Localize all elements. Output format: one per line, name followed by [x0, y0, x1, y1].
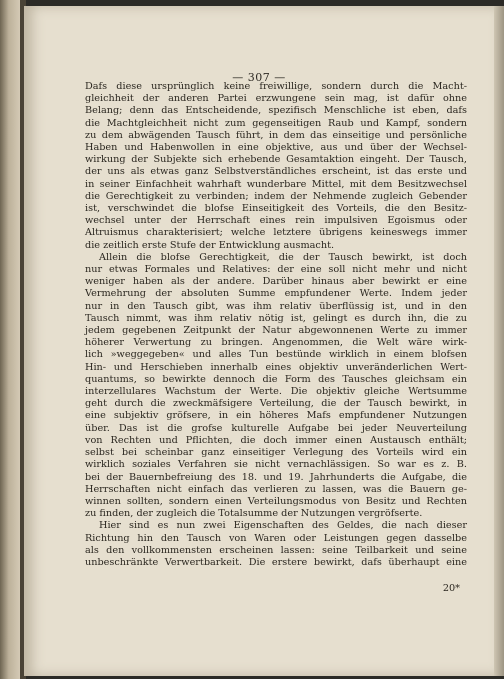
text-line: zu dem abwägenden Tausch führt, in dem das einseitige und persönliche [85, 129, 467, 141]
text-line: als den vollkommensten erscheinen lassen: seine Teilbarkeit und seine [85, 544, 467, 556]
text-line: selbst bei scheinbar ganz einseitiger Verlegung des Vorteils wird ein [85, 447, 467, 459]
text-line: Herrschaften nicht einfach das verlieren zu lassen, was die Bauern ge- [85, 483, 467, 495]
text-line: über. Das ist die grofse kulturelle Aufgabe bei jeder Neuverteilung [85, 422, 467, 434]
text-line: wirklich soziales Verfahren sie nicht vernachlässigen. So war es z. B. [85, 459, 467, 471]
text-line: die Machtgleichheit nicht zum gegenseitigen Raub und Kampf, sondern [85, 117, 467, 129]
text-line: lich »weggegeben« und alles Tun bestünde wirklich in einem blofsen [85, 349, 467, 361]
text-line: in seiner Einfachheit wahrhaft wunderbare Mittel, mit dem Besitzwechsel [85, 178, 467, 190]
text-line: Vermehrung der absoluten Summe empfundener Werte. Indem jeder [85, 288, 467, 300]
text-line: zu finden, der zugleich die Totalsumme der Nutzungen vergröfserte. [85, 508, 423, 520]
text-line: geht durch die zweckmäfsigere Verteilung, die der Tausch bewirkt, in [85, 398, 467, 410]
text-line: unbeschränkte Verwertbarkeit. Die erstere bewirkt, dafs überhaupt eine [85, 556, 467, 568]
page-body-text [85, 81, 467, 569]
text-line: winnen sollten, sondern einen Verteilungsmodus von Besitz und Rechten [85, 495, 467, 507]
text-line: Altruismus charakterisiert; welche letztere übrigens keineswegs immer [85, 227, 467, 239]
text-line: gleichheit der anderen Partei erzwungene sein mag, ist dafür ohne [85, 93, 467, 105]
page-edge-right [494, 6, 504, 676]
text-line: Tausch nimmt, was ihm relativ nötig ist, gelingt es durch ihn, die zu [85, 312, 467, 324]
page-number: — 307 — [232, 71, 286, 84]
text-line: interzellulares Wachstum der Werte. Die objektiv gleiche Wertsumme [85, 386, 467, 398]
text-line: wirkung der Subjekte sich erhebende Gesamtaktion eingeht. Der Tausch, [85, 154, 467, 166]
facing-page-edge [0, 0, 22, 679]
text-line: Hin- und Herschieben innerhalb eines objektiv unveränderlichen Wert- [85, 361, 467, 373]
text-line: höherer Verwertung zu bringen. Angenommen, die Welt wäre wirk- [85, 337, 467, 349]
text-line: nur in den Tausch gibt, was ihm relativ überflüssig ist, und in den [85, 300, 467, 312]
text-line: Allein die blofse Gerechtigkeit, die der Tausch bewirkt, ist doch [99, 251, 467, 263]
text-line: quantums, so bewirkte dennoch die Form des Tausches gleichsam ein [85, 373, 467, 385]
text-line: Belang; denn das Entscheidende, spezifisch Menschliche ist eben, dafs [85, 105, 467, 117]
text-line: Hier sind es nun zwei Eigenschaften des Geldes, die nach dieser [99, 520, 467, 532]
text-line: die zeitlich erste Stufe der Entwicklung ausmacht. [85, 239, 335, 251]
text-line: von Rechten und Pflichten, die doch immer einen Austausch enthält; [85, 434, 467, 446]
text-line: die Gerechtigkeit zu verbinden; indem der Nehmende zugleich Gebender [85, 190, 467, 202]
text-line: Richtung hin den Tausch von Waren oder Leistungen gegen dasselbe [85, 532, 467, 544]
text-line: der uns als etwas ganz Selbstverständliches erscheint, ist das erste und [85, 166, 467, 178]
signature-mark: 20* [442, 583, 460, 594]
text-line: wechsel unter der Herrschaft eines rein impulsiven Egoismus oder [85, 215, 467, 227]
text-line: weniger haben als der andere. Darüber hinaus aber bewirkt er eine [85, 276, 467, 288]
text-line: eine subjektiv gröfsere, in ein höheres Mafs empfundener Nutzungen [85, 410, 467, 422]
text-line: nur etwas Formales und Relatives: der eine soll nicht mehr und nicht [85, 264, 467, 276]
text-line: bei der Bauernbefreiung des 18. und 19. Jahrhunderts die Aufgabe, die [85, 471, 467, 483]
text-line: ist, verschwindet die blofse Einseitigkeit des Vorteils, die den Besitz- [85, 203, 467, 215]
text-line: jedem gegebenen Zeitpunkt der Natur abgewonnenen Werte zu immer [85, 325, 467, 337]
text-line: Dafs diese ursprünglich keine freiwillige, sondern durch die Macht- [85, 81, 467, 92]
text-line: Haben und Habenwollen in eine objektive, aus und über der Wechsel- [85, 142, 467, 154]
